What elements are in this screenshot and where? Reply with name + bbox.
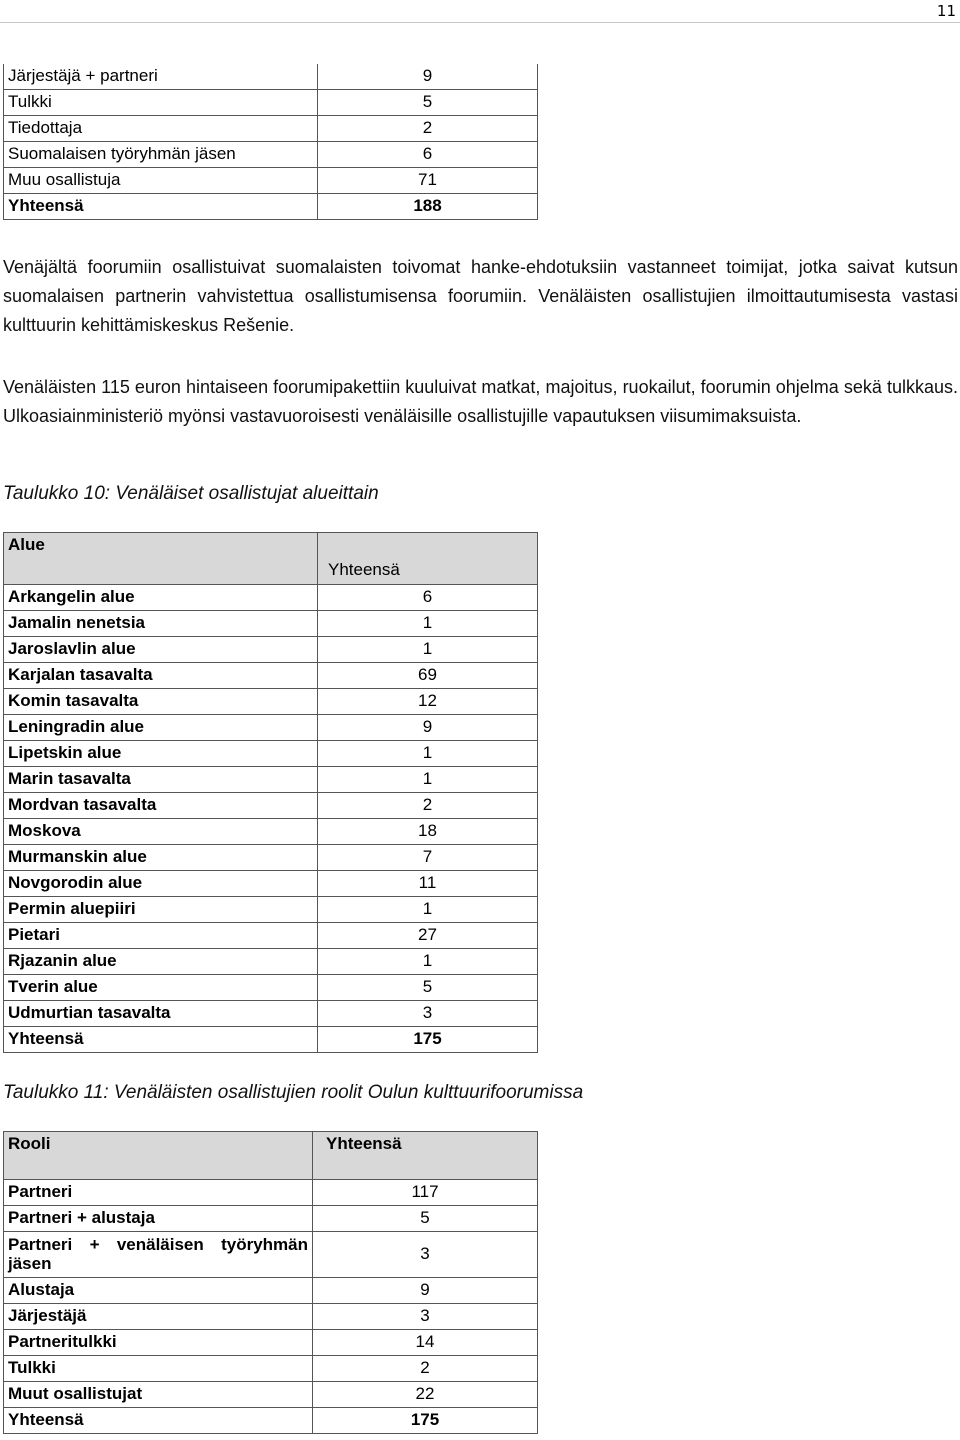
row-value: 9 (318, 715, 538, 741)
row-label: Yhteensä (4, 1408, 313, 1434)
table-row (4, 1408, 538, 1434)
table-row (4, 585, 538, 611)
table-row (4, 975, 538, 1001)
row-label: Udmurtian tasavalta (4, 1001, 318, 1027)
table-row (4, 1304, 538, 1330)
row-value: 175 (318, 1027, 538, 1053)
table-row (4, 741, 538, 767)
table-row (4, 923, 538, 949)
row-value: 5 (318, 90, 538, 116)
table-row (4, 637, 538, 663)
row-value: 1 (318, 949, 538, 975)
table-row (4, 142, 538, 168)
row-label: Partneritulkki (4, 1330, 313, 1356)
row-label: Permin aluepiiri (4, 897, 318, 923)
table-row (4, 1278, 538, 1304)
row-value: 1 (318, 637, 538, 663)
row-value: 1 (318, 767, 538, 793)
table-row (4, 949, 538, 975)
row-label: Tiedottaja (4, 116, 318, 142)
row-label: Partneri + venäläisen työryhmän jäsen (4, 1232, 313, 1278)
table-row (4, 819, 538, 845)
row-label: Suomalaisen työryhmän jäsen (4, 142, 318, 168)
column-header-region: Alue (4, 533, 318, 585)
table-row (4, 1206, 538, 1232)
row-value: 27 (318, 923, 538, 949)
column-header-total: Yhteensä (318, 533, 538, 585)
table-row (4, 168, 538, 194)
row-label: Mordvan tasavalta (4, 793, 318, 819)
roles-table-continued (3, 64, 538, 220)
row-value: 11 (318, 871, 538, 897)
row-value: 1 (318, 611, 538, 637)
row-value: 117 (313, 1180, 538, 1206)
row-value: 2 (313, 1356, 538, 1382)
table-row (4, 611, 538, 637)
regions-table (3, 532, 538, 1053)
row-value: 3 (313, 1304, 538, 1330)
paragraph-russian-participants: Venäjältä foorumiin osallistuivat suomalaisten toivomat hanke-ehdotuksiin vastanneet toimijat, jotka saivat kutsun suomalaisen partnerin vahvistettua osallistumisensa foorumiin. Venäläisten osallistujien ilmoittautumisesta vastasi kulttuurin kehittämiskeskus Rešenie. (3, 257, 958, 335)
row-label: Novgorodin alue (4, 871, 318, 897)
row-value: 12 (318, 689, 538, 715)
table-row (4, 1330, 538, 1356)
row-value: 69 (318, 663, 538, 689)
row-label: Yhteensä (4, 194, 318, 220)
row-value: 1 (318, 897, 538, 923)
column-header-role: Rooli (4, 1132, 313, 1180)
row-label: Jamalin nenetsia (4, 611, 318, 637)
table-row (4, 689, 538, 715)
row-label: Karjalan tasavalta (4, 663, 318, 689)
row-label: Partneri (4, 1180, 313, 1206)
row-label: Rjazanin alue (4, 949, 318, 975)
row-value: 5 (318, 975, 538, 1001)
row-value: 14 (313, 1330, 538, 1356)
row-value: 3 (313, 1232, 538, 1278)
row-value: 1 (318, 741, 538, 767)
table-row (4, 116, 538, 142)
table-header-row (4, 1132, 538, 1180)
table-row (4, 1180, 538, 1206)
table-row (4, 194, 538, 220)
row-value: 6 (318, 585, 538, 611)
table-row (4, 845, 538, 871)
table10-caption: Taulukko 10: Venäläiset osallistujat alueittain (3, 483, 379, 504)
row-label: Yhteensä (4, 1027, 318, 1053)
page-number: 11 (936, 2, 956, 20)
russian-roles-table (3, 1131, 538, 1434)
table-row (4, 1001, 538, 1027)
paragraph-forum-package: Venäläisten 115 euron hintaiseen foorumipakettiin kuuluivat matkat, majoitus, ruokailut, foorumin ohjelma sekä tulkkaus. Ulkoasiainministeriö myönsi vastavuoroisesti venäläisille osallistujille vapautuksen viisumimaksuista. (3, 377, 958, 426)
row-label: Pietari (4, 923, 318, 949)
header-rule (0, 22, 960, 23)
row-label: Jaroslavlin alue (4, 637, 318, 663)
row-value: 71 (318, 168, 538, 194)
row-label: Tverin alue (4, 975, 318, 1001)
table-row (4, 793, 538, 819)
row-label: Komin tasavalta (4, 689, 318, 715)
row-label: Partneri + alustaja (4, 1206, 313, 1232)
row-label: Leningradin alue (4, 715, 318, 741)
row-value: 6 (318, 142, 538, 168)
table-row (4, 1356, 538, 1382)
row-value: 22 (313, 1382, 538, 1408)
row-value: 3 (318, 1001, 538, 1027)
row-label: Lipetskin alue (4, 741, 318, 767)
row-value: 2 (318, 116, 538, 142)
table-row (4, 1382, 538, 1408)
table-row (4, 1027, 538, 1053)
row-value: 5 (313, 1206, 538, 1232)
table-header-row (4, 533, 538, 585)
column-header-total: Yhteensä (313, 1132, 538, 1180)
table-row (4, 64, 538, 90)
row-value: 9 (318, 64, 538, 90)
row-value: 18 (318, 819, 538, 845)
row-label: Alustaja (4, 1278, 313, 1304)
row-label: Järjestäjä (4, 1304, 313, 1330)
row-label: Järjestäjä + partneri (4, 64, 318, 90)
table-row (4, 1232, 538, 1278)
row-label: Arkangelin alue (4, 585, 318, 611)
row-label: Muut osallistujat (4, 1382, 313, 1408)
row-value: 188 (318, 194, 538, 220)
row-label: Murmanskin alue (4, 845, 318, 871)
row-value: 175 (313, 1408, 538, 1434)
row-label: Muu osallistuja (4, 168, 318, 194)
row-label: Moskova (4, 819, 318, 845)
row-value: 2 (318, 793, 538, 819)
row-label: Marin tasavalta (4, 767, 318, 793)
table-row (4, 871, 538, 897)
table-row (4, 715, 538, 741)
table-row (4, 90, 538, 116)
row-value: 9 (313, 1278, 538, 1304)
row-label: Tulkki (4, 1356, 313, 1382)
table11-caption: Taulukko 11: Venäläisten osallistujien roolit Oulun kulttuurifoorumissa (3, 1082, 584, 1103)
row-label: Tulkki (4, 90, 318, 116)
table-row (4, 897, 538, 923)
row-value: 7 (318, 845, 538, 871)
table-row (4, 767, 538, 793)
table-row (4, 663, 538, 689)
